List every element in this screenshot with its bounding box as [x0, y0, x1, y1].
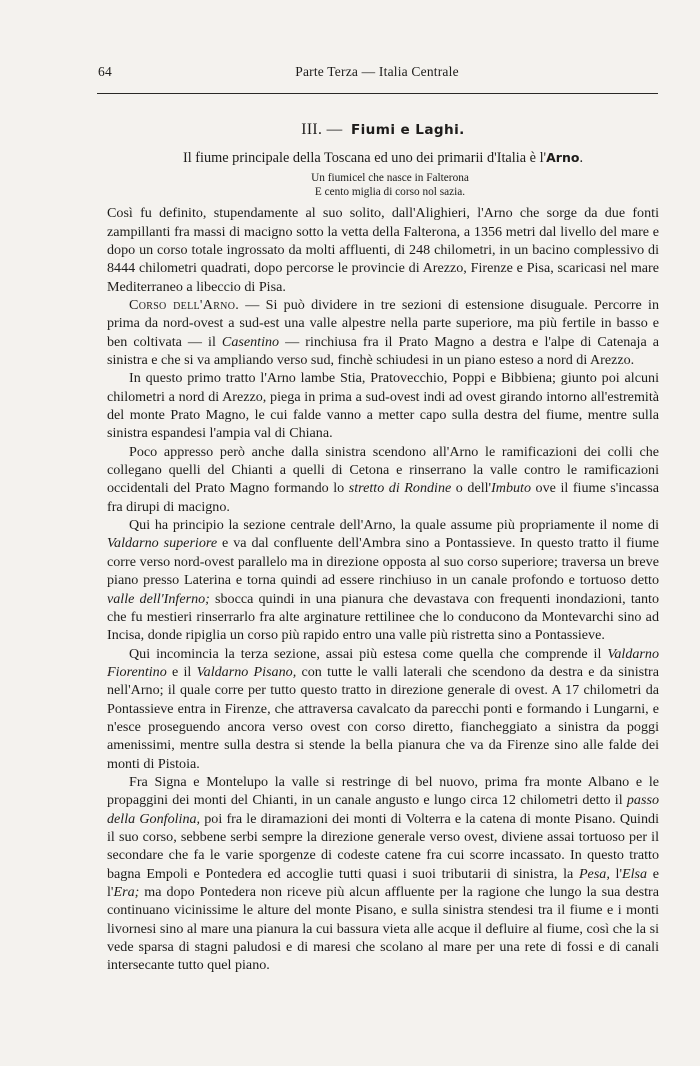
- page-header: [96, 64, 658, 86]
- place-name: passo della Gonfolina,: [107, 792, 659, 827]
- paragraph-7: Fra Signa e Montelupo la valle si restringe di bel nuovo, prima fra monte Albano e le propaggini dei monti del Chianti, in un canale angusto e lungo circa 12 chilometri detto il passo della Gonfolina, poi fra le diramazioni dei monti di Volterra e la catena di monte Pisano. Quindi il suo corso, sebbene serbi sempre la direzione generale verso ovest, diviene assai tortuoso per il secondare che fa le varie sporgenze di codeste catene fra cui scorre incassato. In questo tratto bagna Empoli e Pontedera ed accoglie tutti quasi i suoi tributarii di sinistra, la Pesa, l'Elsa e l'Era; ma dopo Pontedera non riceve più alcun affluente per la ragione che lungo la sua destra continuano vicinissime le alture del monte Pisano, e sulla sinistra stendesi tra il fiume e i monti livornesi sino al mare una pianura la cui bassura vieta alle acque il defluire al fiume, così che la si vede sparsa di stagni paludosi e di maresi che scolano al mare per una rete di fossi e di canali intersecante tutto quel piano.: [107, 773, 660, 974]
- intro-end: .: [579, 150, 584, 167]
- paragraph-3: In questo primo tratto l'Arno lambe Stia, Pratovecchio, Poppi e Bibbiena; giunto poi alcuni chilometri a nord di Arezzo, piega in prima a sud-ovest indi ad ovest girando intorno all'estremità del monte Prato Magno, le cui falde vanno a metter capo sulla destra del fiume, mentre sulla sinistra espandesi l'ampia val di Chiana.: [107, 370, 659, 442]
- paragraph-2: Corso dell'Arno. — Si può dividere in tre sezioni di estensione disuguale. Percorre in prima da nord-ovest a sud-est una valle alpestre nella parte superiore, ma più fertile in basso e ben coltivata — il Casentino — rinchiusa fra il Prato Magno a destra e l'alpe di Catenaja a sinistra e che si va ampliando verso sud, finchè schiudesi in un piano esteso a nord di Arezzo.: [107, 297, 659, 369]
- place-name: Valdarno superiore: [107, 535, 218, 552]
- paragraph-5: Qui ha principio la sezione centrale dell'Arno, la quale assume più propriamente il nome di Valdarno superiore e va dal confluente dell'Ambra sino a Pontassieve. In questo tratto il fiume corre verso nord-ovest parallelo ma in direzione opposta al suo corso superiore; traversa un breve piano presso Laterina e torna quindi ad essere rinchiuso in un canale profondo e tortuoso detto valle dell'Inferno; sbocca quindi in una pianura che devastava con frequenti inondazioni, tanto che fu mestieri rinserrarlo fra alte arginature rettilinee che lo conducono da Montevarchi sino ad Incisa, donde ripiglia un corso più rapido entro una valle più ristretta sino a Pontassieve.: [107, 517, 659, 644]
- paragraph-6: Qui incomincia la terza sezione, assai più estesa come quella che comprende il Valdarno Fiorentino e il Valdarno Pisano, con tutte le valli laterali che scendono da destra e da sinistra nell'Arno; il quale corre per tutto questo tratto in direzione generale di ovest. A 17 chilometri da Pontassieve entra in Firenze, che attraversa cavalcato da parecchi ponti e formando i Lungarni, e n'esce proseguendo ancora verso ovest con corso diretto, fiancheggiato a sinistra da poggi amenissimi, mentre sulla destra si stende la bella pianura che va da Firenze sino alle falde dei monti di Pistoia.: [107, 645, 659, 772]
- page-body: [107, 121, 659, 975]
- dante-quotation: [107, 171, 659, 201]
- page-number: 64: [98, 64, 112, 79]
- running-head: Parte Terza — Italia Centrale: [295, 64, 459, 79]
- section-number: III. —: [301, 121, 343, 138]
- place-name: stretto di Rondine: [348, 480, 452, 497]
- paragraph-4: Poco appresso però anche dalla sinistra scendono all'Arno le ramificazioni dei colli che collegano quelli del Chianti a quelli di Cetona e rinserrano la valle contro le ramificazioni occidentali del Prato Magno formando lo stretto di Rondine o dell'Imbuto ove il fiume s'incassa fra dirupi di macigno.: [107, 443, 659, 515]
- paragraph-2-heading: Corso dell'Arno.: [129, 297, 240, 313]
- place-name: Imbuto: [491, 480, 532, 497]
- quote-line-2: E cento miglia di corso nol sazia.: [314, 186, 466, 199]
- section-heading: [107, 121, 659, 139]
- river-name: Elsa: [622, 865, 648, 882]
- quote-line-1: Un fiumicel che nasce in Falterona: [311, 171, 469, 184]
- river-name: Pesa,: [578, 865, 610, 882]
- place-name: Valdarno Fiorentino: [107, 645, 659, 680]
- place-name: Casentino: [221, 333, 280, 350]
- section-title: Fiumi e Laghi.: [350, 122, 465, 138]
- intro-bold-term: Arno: [546, 150, 580, 166]
- intro-text: Il fiume principale della Toscana ed uno dei primarii d'Italia è l': [182, 150, 547, 167]
- header-rule: [97, 93, 658, 94]
- place-name: Valdarno Pisano,: [196, 663, 297, 680]
- paragraph-1: Così fu definito, stupendamente al suo solito, dall'Alighieri, l'Arno che sorge da due fonti zampillanti fra massi di macigno sotto la vetta della Falterona, a 1356 metri dal livello del mare e dopo un corso totale ingrossato da molti affluenti, di 248 chilometri, in un bacino complessivo di 8444 chilometri quadrati, dopo percorse le provincie di Arezzo, Firenze e Pisa, scaricasi nel mare Mediterraneo a libeccio di Pisa.: [107, 205, 659, 295]
- place-name: valle dell'Inferno;: [107, 590, 210, 607]
- river-name: Era;: [113, 884, 140, 900]
- intro-line: [107, 149, 659, 167]
